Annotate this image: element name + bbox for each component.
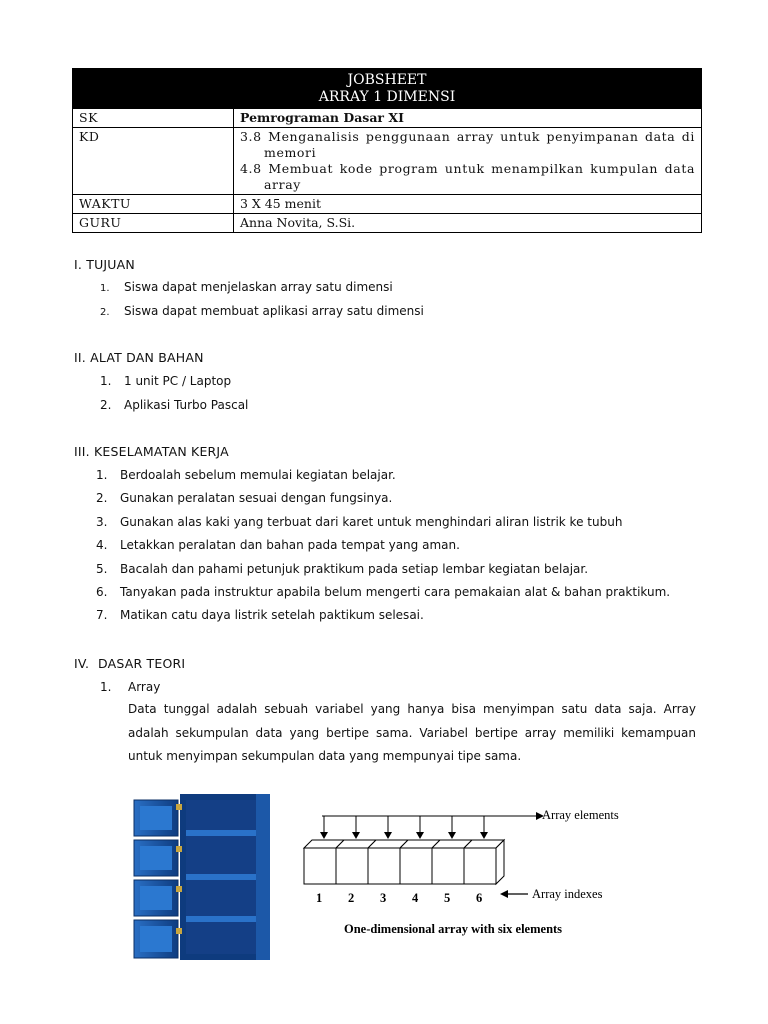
element-arrow-head	[448, 832, 456, 839]
waktu-label: WAKTU	[73, 195, 234, 214]
array-box	[336, 848, 368, 884]
keselamatan-item-5: 5. Bacalah dan pahami petunjuk praktikum pada setiap lembar kegiatan belajar.	[96, 562, 589, 576]
element-arrow-head	[352, 832, 360, 839]
array-index-label: 2	[348, 891, 355, 905]
array-box	[464, 848, 496, 884]
element-arrows	[320, 816, 488, 839]
dasar-paragraph: Data tunggal adalah sebuah variabel yang hanya bisa menyimpan satu data saja. Array adalah sekumpulan data yang bertipe sama. Variabel bertipe array memiliki kemampuan untuk menyimpan sekumpulan data yang mempunyai tipe sama.	[128, 702, 696, 763]
keselamatan-heading: III. KESELAMATAN KERJA	[74, 444, 229, 459]
kd-item-1: 3.8 Menganalisis penggunaan array untuk penyimpanan data di memori	[240, 129, 695, 160]
array-indexes-label: Array indexes	[532, 887, 603, 901]
header-title-2: ARRAY 1 DIMENSI	[318, 89, 456, 105]
array-index-label: 5	[444, 891, 451, 905]
element-arrow-head	[480, 832, 488, 839]
keselamatan-item-2: 2. Gunakan peralatan sesuai dengan fungsinya.	[96, 491, 393, 505]
array-boxes	[304, 840, 504, 884]
array-box	[400, 848, 432, 884]
kd-label: KD	[73, 128, 234, 195]
tujuan-heading: I. TUJUAN	[74, 257, 135, 272]
array-diagram	[296, 796, 666, 946]
array-box-side	[496, 840, 504, 884]
array-box	[432, 848, 464, 884]
header-table	[72, 68, 702, 233]
locker-image	[128, 790, 278, 962]
element-arrow-head	[416, 832, 424, 839]
array-index-label: 6	[476, 891, 483, 905]
sk-value: Pemrograman Dasar XI	[234, 109, 702, 128]
keselamatan-item-6: 6. Tanyakan pada instruktur apabila belum mengerti cara pemakaian alat & bahan praktikum.	[96, 585, 671, 599]
array-index-label: 1	[316, 891, 323, 905]
tujuan-item-1: 1. Siswa dapat menjelaskan array satu dimensi	[100, 280, 393, 294]
kd-item-2: 4.8 Membuat kode program untuk menampilkan kumpulan data array	[240, 161, 695, 192]
tujuan-item-2: 2. Siswa dapat membuat aplikasi array satu dimensi	[100, 304, 424, 318]
keselamatan-item-3: 3. Gunakan alas kaki yang terbuat dari karet untuk menghindari aliran listrik ke tubuh	[96, 515, 623, 529]
header-title-1: JOBSHEET	[347, 72, 427, 88]
sk-label: SK	[73, 109, 234, 128]
header-title-cell	[73, 69, 702, 109]
array-index-label: 4	[412, 891, 419, 905]
array-index-label: 3	[380, 891, 387, 905]
waktu-value: 3 X 45 menit	[234, 195, 702, 214]
array-index-labels	[316, 891, 482, 905]
array-box	[304, 848, 336, 884]
kd-value	[234, 128, 702, 195]
element-arrow-head	[320, 832, 328, 839]
element-arrow-head	[384, 832, 392, 839]
guru-value: Anna Novita, S.Si.	[234, 214, 702, 233]
guru-label: GURU	[73, 214, 234, 233]
alat-item-1: 1. 1 unit PC / Laptop	[100, 374, 232, 388]
alat-item-2: 2. Aplikasi Turbo Pascal	[100, 398, 249, 412]
dasar-heading: IV. DASAR TEORI	[74, 656, 186, 671]
dasar-subheading: 1. Array	[100, 680, 161, 694]
locker-doors	[134, 800, 178, 958]
array-elements-label: Array elements	[542, 808, 619, 822]
keselamatan-item-1: 1. Berdoalah sebelum memulai kegiatan belajar.	[96, 468, 396, 482]
alat-heading: II. ALAT DAN BAHAN	[74, 350, 204, 365]
figure-caption: One-dimensional array with six elements	[344, 922, 563, 936]
keselamatan-item-7: 7. Matikan catu daya listrik setelah paktikum selesai.	[96, 608, 424, 622]
keselamatan-item-4: 4. Letakkan peralatan dan bahan pada tempat yang aman.	[96, 538, 460, 552]
array-box	[368, 848, 400, 884]
